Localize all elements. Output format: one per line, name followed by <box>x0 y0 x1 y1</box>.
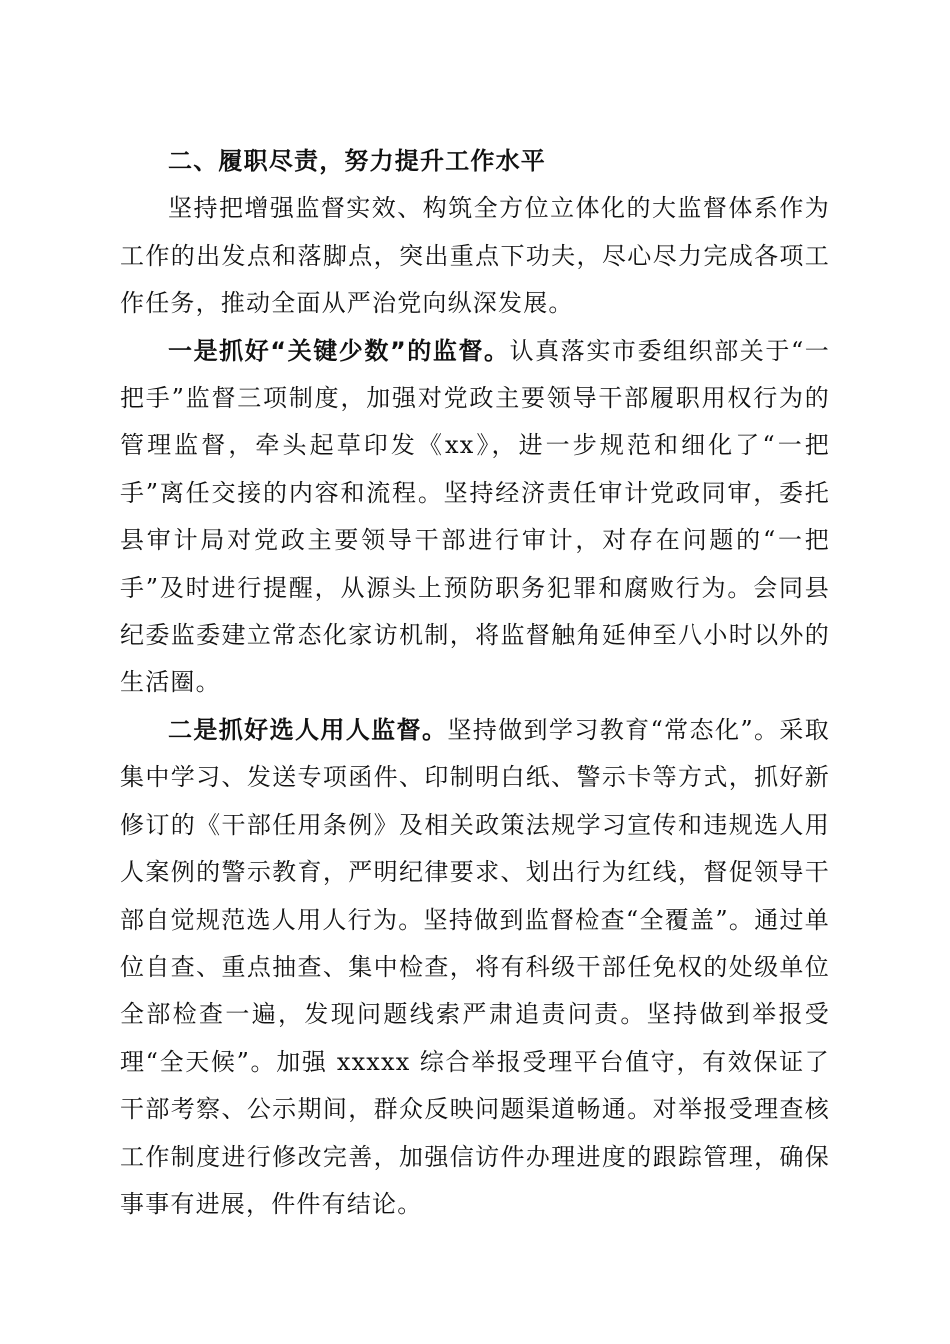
section-heading: 二、履职尽责，努力提升工作水平 <box>168 147 546 175</box>
document-body <box>120 138 830 1228</box>
intro-paragraph <box>120 185 830 327</box>
personnel-supervision-text: 坚持做到学习教育“常态化”。采取集中学习、发送专项函件、印制明白纸、警示卡等方式，抓好新修订的《干部任用条例》及相关政策法规学习宣传和违规选人用人案例的警示教育，严明纪律要求、划出行为红线，督促领导干部自觉规范选人用人行为。坚持做到监督检查“全覆盖”。通过单位自查、重点抽查、集中检查，将有科级干部任免权的处级单位全部检查一遍，发现问题线索严肃追责问责。坚持做到举报受理“全天候”。加强 xxxxx 综合举报受理平台值守，有效保证了干部考察、公示期间，群众反映问题渠道畅通。对举报受理查核工作制度进行修改完善，加强信访件办理进度的跟踪管理，确保事事有进展，件件有结论。 <box>120 715 830 1218</box>
key-minority-lead: 一是抓好“关键少数”的监督。 <box>168 336 510 365</box>
key-minority-text: 认真落实市委组织部关于“一把手”监督三项制度，加强对党政主要领导干部履职用权行为的管理监督，牵头起草印发《xx》，进一步规范和细化了“一把手”离任交接的内容和流程。坚持经济责任审计党政同审，委托县审计局对党政主要领导干部进行审计，对存在问题的“一把手”及时进行提醒，从源头上预防职务犯罪和腐败行为。会同县纪委监委建立常态化家访机制，将监督触角延伸至八小时以外的生活圈。 <box>120 336 830 697</box>
key-minority-paragraph <box>120 328 830 707</box>
personnel-supervision-lead: 二是抓好选人用人监督。 <box>168 715 448 744</box>
intro-paragraph-text: 坚持把增强监督实效、构筑全方位立体化的大监督体系作为工作的出发点和落脚点，突出重点下功夫，尽心尽力完成各项工作任务，推动全面从严治党向纵深发展。 <box>120 194 830 318</box>
personnel-supervision-paragraph <box>120 707 830 1228</box>
